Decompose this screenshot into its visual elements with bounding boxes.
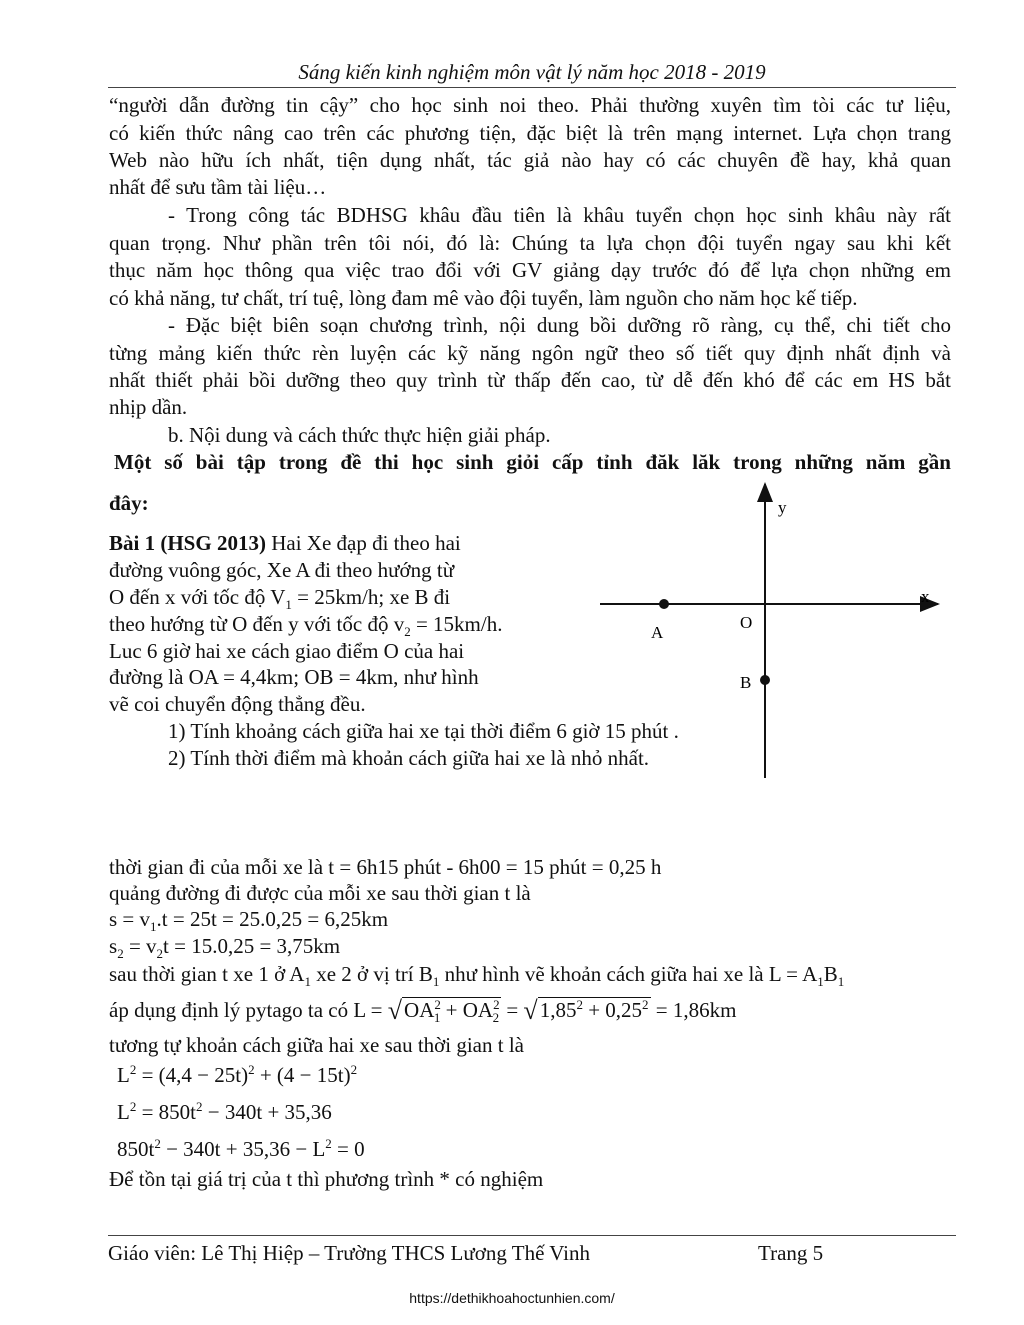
subscript: 1 [432, 974, 440, 990]
question-2: 2) Tính thời điểm mà khoản cách giữa hai xe là nhỏ nhất. [168, 746, 650, 770]
solution-line [109, 961, 844, 988]
problem-line [109, 584, 450, 611]
footer-teacher: Giáo viên: Lê Thị Hiệp – Trường THCS Lương Thế Vinh [108, 1241, 590, 1265]
solution-text: như hình vẽ khoản cách giữa hai xe là L = A [439, 962, 818, 986]
point-a [659, 599, 669, 609]
superscript: 2 [248, 1062, 255, 1077]
body-line: - Đặc biệt biên soạn chương trình, nội dung bồi dưỡng rõ ràng, cụ thể, chi tiết cho [168, 313, 951, 337]
body-line: thục năm học thông qua việc trao đổi với GV giảng dạy trước đó để lựa chọn những em [109, 258, 951, 282]
problem-text: theo hướng từ O đến y với tốc độ v [109, 612, 405, 636]
body-line: có khả năng, tư chất, trí tuệ, lòng đam mê vào đội tuyển, làm nguồn cho năm học kế tiếp. [109, 286, 858, 310]
y-axis-label: y [778, 498, 787, 517]
solution-text: xe 2 ở vị trí B [310, 962, 433, 986]
radicand [538, 997, 651, 1022]
problem-text: = 15km/h. [410, 612, 503, 636]
solution-text: áp dụng định lý pytago ta có L = [109, 998, 388, 1022]
body-line: nhịp dần. [109, 395, 188, 419]
problem-source: HSG 2013 [167, 531, 259, 555]
page-footer [108, 1235, 956, 1271]
equation-2 [117, 1099, 332, 1126]
math-text: = [501, 998, 524, 1022]
subscript: 2 [492, 1010, 500, 1026]
origin-label: O [740, 613, 753, 632]
superscript: 2 [129, 1099, 137, 1114]
superscript: 2 [350, 1062, 358, 1077]
solution-text: s [109, 934, 118, 958]
page-header: Sáng kiến kinh nghiệm môn vật lý năm học 2018 - 2019 [108, 60, 956, 88]
math-text: = (4,4 − 25t) [136, 1063, 249, 1087]
math-text: OA [404, 998, 435, 1022]
math-text: + (4 − 15t) [254, 1063, 351, 1087]
math-text: 1,85 [539, 998, 577, 1022]
subscript: 1 [304, 974, 311, 990]
problem-line: đường là OA = 4,4km; OB = 4km, như hình [109, 665, 479, 689]
problem-line: vẽ coi chuyển động thẳng đều. [109, 692, 366, 716]
solution-text: s = v [109, 907, 151, 931]
solution-line: tương tự khoản cách giữa hai xe sau thời gian t là [109, 1033, 524, 1057]
solution-text: sau thời gian t xe 1 ở A [109, 962, 305, 986]
equation-3 [117, 1136, 365, 1163]
solution-text: .t = 25t = 25.0,25 = 6,25km [156, 907, 389, 931]
coordinate-diagram [590, 478, 950, 783]
subscript: 1 [433, 1010, 441, 1026]
subscript: 2 [117, 946, 124, 962]
problem-line: đường vuông góc, Xe A đi theo hướng từ [109, 558, 455, 582]
problem-label-end: ) [258, 531, 266, 555]
math-text: − 340t + 35,36 [202, 1100, 332, 1124]
problem-line: Luc 6 giờ hai xe cách giao điểm O của hai [109, 639, 465, 663]
point-b-label: B [740, 673, 752, 692]
body-line: - Trong công tác BDHSG khâu đầu tiên là khâu tuyển chọn học sinh khâu này rất [168, 203, 951, 227]
subscript: 1 [817, 974, 824, 990]
math-text: = 1,86km [650, 998, 737, 1022]
sqrt-symbol: √ [523, 996, 538, 1025]
solution-line: thời gian đi của mỗi xe là t = 6h15 phút - 6h00 = 15 phút = 0,25 h [109, 855, 662, 879]
math-text: L [117, 1100, 130, 1124]
math-text: 850t [117, 1137, 155, 1161]
solution-line [109, 933, 340, 960]
radicand [402, 997, 501, 1026]
math-text: = 0 [331, 1137, 365, 1161]
superscript: 2 [493, 997, 500, 1012]
equation-1 [117, 1062, 357, 1089]
solution-text: = v [123, 934, 157, 958]
body-line: b. Nội dung và cách thức thực hiện giải pháp. [168, 423, 551, 447]
solution-text: B [823, 962, 838, 986]
math-text: + OA [440, 998, 494, 1022]
subscript: 2 [404, 624, 411, 640]
superscript: 2 [576, 997, 583, 1012]
problem-label: Bài 1 ( [109, 531, 168, 555]
solution-line: Để tồn tại giá trị của t thì phương trình * có nghiệm [109, 1167, 544, 1191]
superscript: 2 [325, 1136, 332, 1151]
superscript: 2 [154, 1136, 161, 1151]
solution-line: quảng đường đi được của mỗi xe sau thời gian t là [109, 881, 531, 905]
sqrt-symbol: √ [387, 996, 403, 1025]
x-axis-label: x [921, 587, 930, 606]
subscript: 2 [156, 946, 164, 962]
body-line: nhất thiết phải bồi dưỡng theo quy trình từ thấp đến cao, từ dễ đến khó để các em HS bắt [109, 368, 951, 392]
math-text: − 340t + 35,36 − L [160, 1137, 326, 1161]
subscript: 1 [150, 919, 157, 935]
body-line: nhất để sưu tầm tài liệu… [109, 175, 327, 199]
subscript: 1 [837, 974, 845, 990]
math-text: = 850t [136, 1100, 197, 1124]
solution-line [109, 906, 388, 933]
problem-text: Hai Xe đạp đi theo hai [265, 531, 461, 555]
subscript: 1 [285, 597, 292, 613]
body-line: Web nào hữu ích nhất, tiện dụng nhất, tác giả nào hay có các chuyên đề hay, khả quan [109, 148, 951, 172]
section-heading-end: đây: [109, 491, 149, 515]
problem-text: O đến x với tốc độ V [109, 585, 286, 609]
footer-page-number: Trang 5 [758, 1241, 824, 1265]
question-1: 1) Tính khoảng cách giữa hai xe tại thời điểm 6 giờ 15 phút . [168, 719, 679, 743]
body-line: “người dẫn đường tin cậy” cho học sinh noi theo. Phải thường xuyên tìm tòi các tư liệu, [109, 93, 951, 117]
superscript: 2 [642, 997, 649, 1012]
math-text: L [117, 1063, 130, 1087]
solution-text: t = 15.0,25 = 3,75km [163, 934, 341, 958]
problem-line [109, 530, 461, 557]
solution-line-pythagoras [109, 995, 736, 1024]
section-heading: Một số bài tập trong đề thi học sinh giỏi cấp tỉnh đăk lăk trong những năm gần [114, 450, 951, 474]
superscript: 2 [196, 1099, 203, 1114]
body-line: có kiến thức nâng cao trên các phương tiện, đặc biệt là trên mạng internet. Lựa chọn trang [109, 121, 951, 145]
body-line: quan trọng. Như phần trên tôi nói, đó là: Chúng ta lựa chọn đội tuyển ngay sau khi kết [109, 231, 951, 255]
point-a-label: A [651, 623, 664, 642]
problem-line [109, 611, 502, 638]
math-text: + 0,25 [582, 998, 643, 1022]
body-line: từng mảng kiến thức rèn luyện các kỹ năng ngôn ngữ theo số tiết quy định nhất định và [109, 341, 951, 365]
problem-text: = 25km/h; xe B đi [291, 585, 451, 609]
superscript: 2 [434, 997, 441, 1012]
point-b [760, 675, 770, 685]
source-url[interactable]: https://dethikhoahoctunhien.com/ [409, 1290, 615, 1306]
superscript: 2 [129, 1062, 137, 1077]
